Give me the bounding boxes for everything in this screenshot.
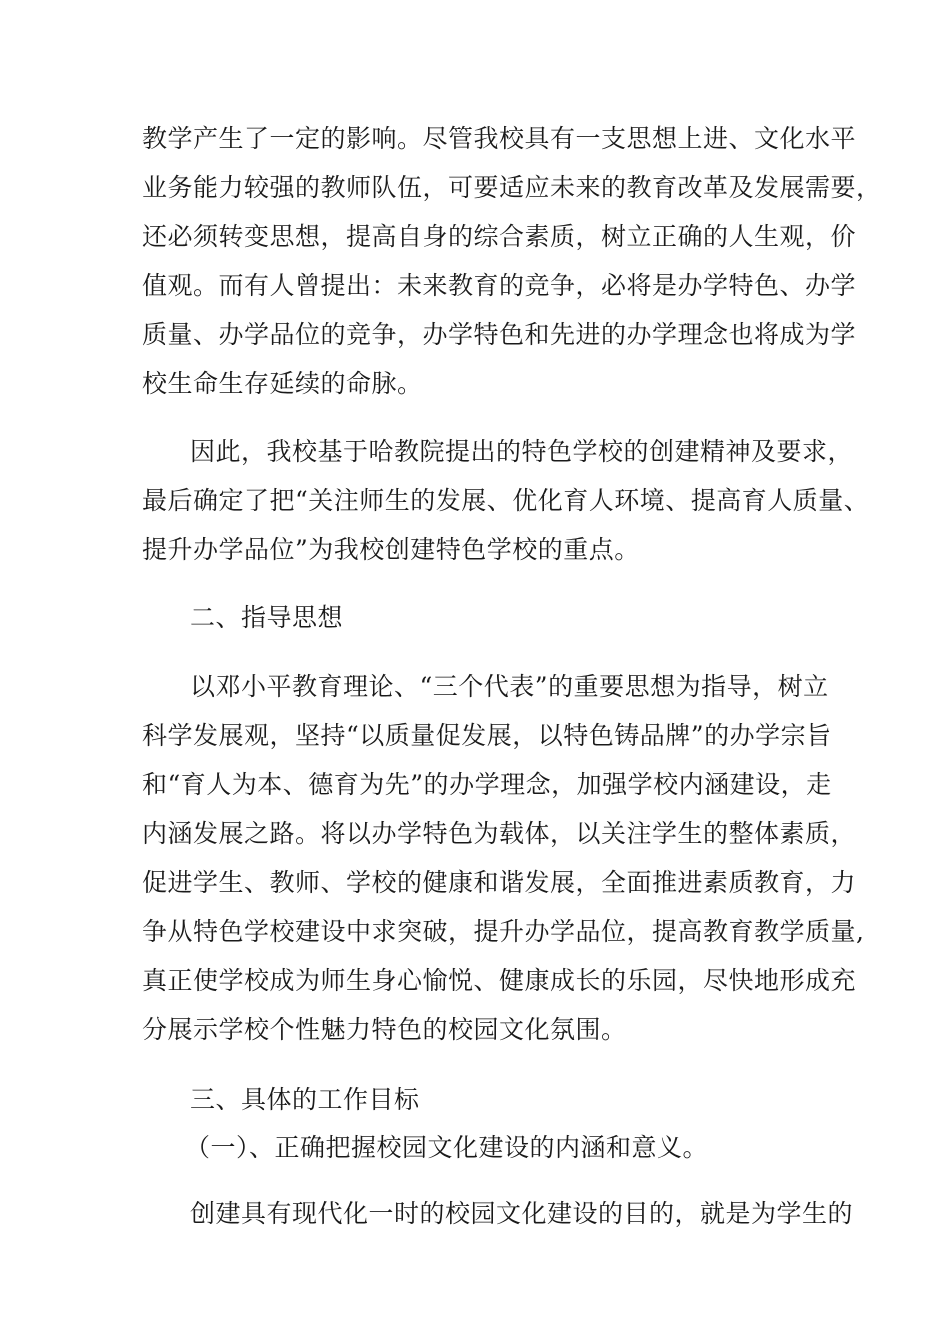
paragraph-line: 质量、办学品位的竞争，办学特色和先进的办学理念也将成为学 [142,320,857,349]
paragraph-line: 分展示学校个性魅力特色的校园文化氛围。 [142,1015,627,1044]
paragraph-line: 以邓小平教育理论、“三个代表”的重要思想为指导，树立 [190,672,829,701]
paragraph-line: 和“育人为本、德育为先”的办学理念，加强学校内涵建设，走 [142,770,832,799]
paragraph-line: 业务能力较强的教师队伍，可要适应未来的教育改革及发展需要， [142,173,882,202]
paragraph-line: 还必须转变思想，提高自身的综合素质，树立正确的人生观，价 [142,222,857,251]
paragraph-line: 促进学生、教师、学校的健康和谐发展，全面推进素质教育，力 [142,868,857,897]
section-heading: 三、具体的工作目标 [190,1085,420,1114]
paragraph-line: 创建具有现代化一时的校园文化建设的目的，就是为学生的 [190,1199,854,1228]
paragraph-line: 真正使学校成为师生身心愉悦、健康成长的乐园，尽快地形成充 [142,966,857,995]
paragraph-line: 因此，我校基于哈教院提出的特色学校的创建精神及要求， [190,437,854,466]
paragraph-line: 争从特色学校建设中求突破，提升办学品位，提高教育教学质量, [142,917,865,946]
paragraph-line: 提升办学品位”为我校创建特色学校的重点。 [142,535,640,564]
subsection-heading: （一）、正确把握校园文化建设的内涵和意义。 [185,1133,709,1162]
paragraph-line: 校生命生存延续的命脉。 [142,369,423,398]
paragraph-line: 科学发展观，坚持“以质量促发展，以特色铸品牌”的办学宗旨 [142,721,832,750]
paragraph-line: 教学产生了一定的影响。尽管我校具有一支思想上进、文化水平 [142,124,857,153]
section-heading: 二、指导思想 [190,603,344,632]
paragraph-line: 最后确定了把“关注师生的发展、优化育人环境、提高育人质量、 [142,486,870,515]
paragraph-line: 内涵发展之路。将以办学特色为载体，以关注学生的整体素质， [142,819,857,848]
paragraph-line: 值观。而有人曾提出：未来教育的竞争，必将是办学特色、办学 [142,271,857,300]
